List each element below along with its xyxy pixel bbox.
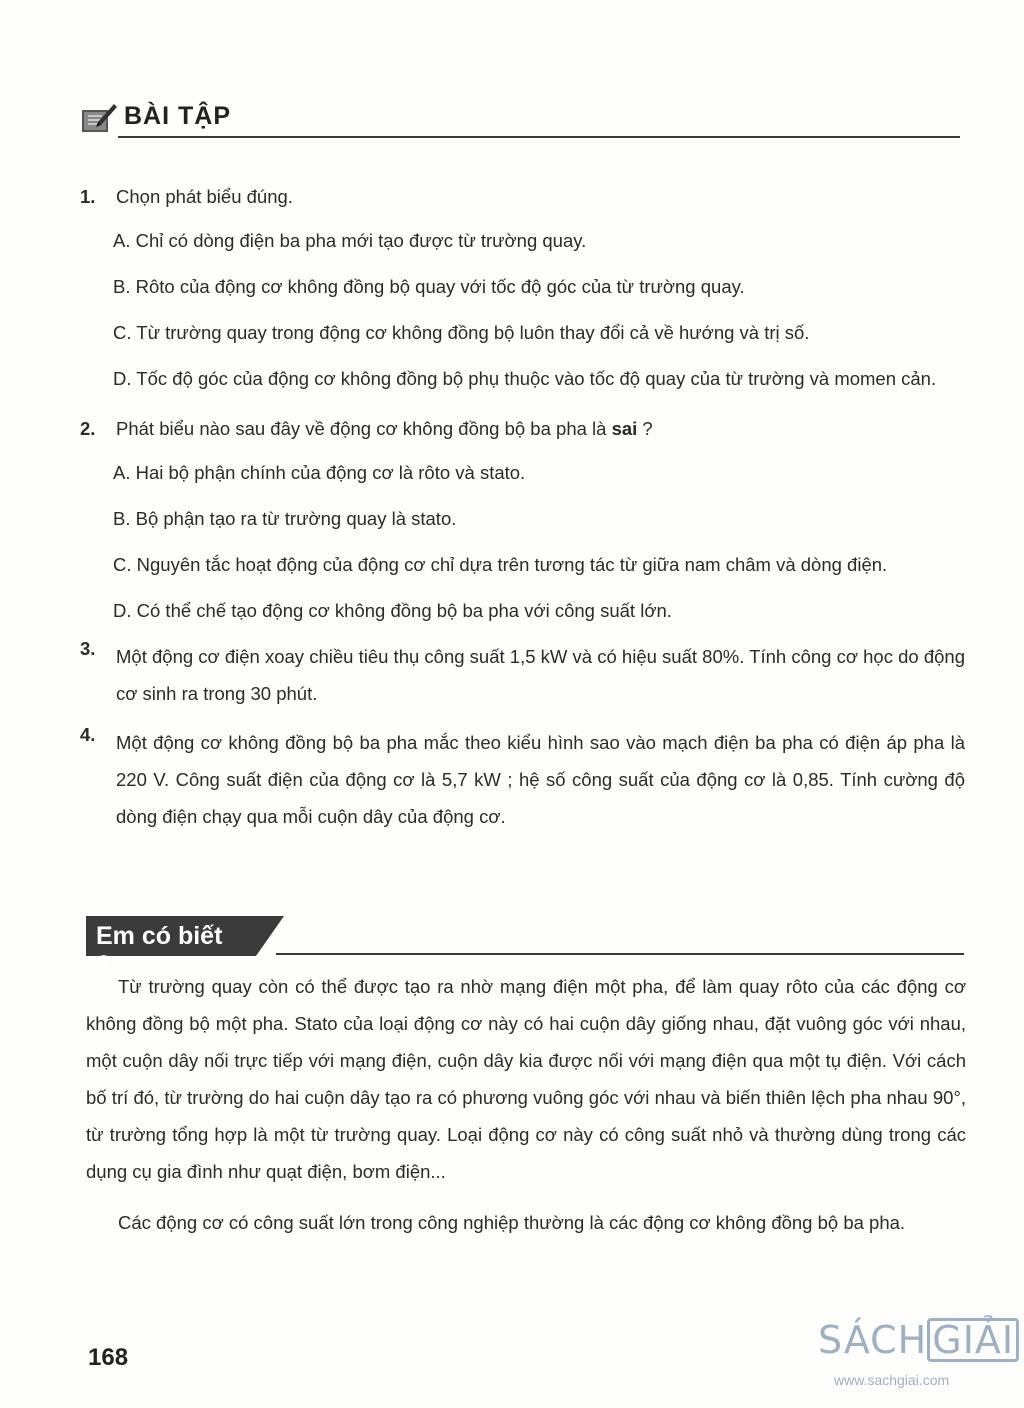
tip-paragraph: Các động cơ có công suất lớn trong công nghiệp thường là các động cơ không đồng bộ ba pha. bbox=[118, 1212, 906, 1233]
exercise-question: Một động cơ điện xoay chiều tiêu thụ công suất 1,5 kW và có hiệu suất 80%. Tính công cơ học do động cơ sinh ra trong 30 phút. bbox=[116, 646, 965, 704]
tip-divider bbox=[276, 953, 964, 955]
question-text: Phát biểu nào sau đây về động cơ không đồng bộ ba pha là bbox=[116, 418, 612, 439]
option-d bbox=[113, 360, 965, 398]
exercise-list bbox=[80, 186, 965, 857]
watermark-logo-box: GIẢI bbox=[927, 1318, 1019, 1362]
section-title: BÀI TẬP bbox=[124, 102, 231, 130]
pencil-book-icon bbox=[80, 100, 118, 134]
exercise-item bbox=[80, 638, 965, 712]
option-list bbox=[113, 462, 965, 622]
option-c: C. Từ trường quay trong động cơ không đồng bộ luôn thay đổi cả về hướng và trị số. bbox=[113, 322, 810, 343]
exercise-number: 4. bbox=[80, 724, 96, 745]
tip-header bbox=[86, 916, 964, 979]
tip-paragraph: Từ trường quay còn có thể được tạo ra nhờ mạng điện một pha, để làm quay rôto của các động cơ không đồng bộ một pha. Stato của loại động cơ này có hai cuộn dây giống nhau, đặt vuông góc với nhau, một cuộn dây nối trực tiếp với mạng điện, cuộn dây kia được nối với mạng điện qua một tụ điện. Với cách bố trí đó, từ trường do hai cuộn dây tạo ra có phương vuông góc với nhau và biến thiên lệch pha nhau 90°, từ trường tổng hợp là một từ trường quay. Loại động cơ này có công suất nhỏ và thường dùng trong các dụng cụ gia đình như quạt điện, bơm điện... bbox=[86, 976, 966, 1182]
exercise-question: Một động cơ không đồng bộ ba pha mắc theo kiểu hình sao vào mạch điện ba pha có điện áp pha là 220 V. Công suất điện của động cơ là 5,7 kW ; hệ số công suất của động cơ là 0,85. Tính cường độ dòng điện chạy qua mỗi cuộn dây của động cơ. bbox=[116, 732, 965, 827]
option-a: A. Chỉ có dòng điện ba pha mới tạo được từ trường quay. bbox=[113, 230, 587, 251]
exercise-item bbox=[80, 186, 965, 398]
question-emphasis: sai bbox=[611, 418, 638, 439]
exercise-item bbox=[80, 724, 965, 835]
watermark bbox=[818, 1318, 1024, 1398]
option-b: B. Rôto của động cơ không đồng bộ quay với tốc độ góc của từ trường quay. bbox=[113, 276, 745, 297]
option-a: A. Hai bộ phận chính của động cơ là rôto và stato. bbox=[113, 462, 526, 483]
exercise-number: 2. bbox=[80, 418, 96, 439]
exercise-item bbox=[80, 418, 965, 622]
tip-tab-corner bbox=[256, 916, 284, 956]
section-header bbox=[80, 96, 960, 140]
watermark-url: www.sachgiai.com bbox=[834, 1372, 950, 1388]
exercise-question bbox=[116, 418, 965, 440]
option-d-text: D. Tốc độ góc của động cơ không đồng bộ phụ thuộc vào tốc độ quay của từ trường và momen cản. bbox=[113, 368, 937, 389]
option-d: D. Có thể chế tạo động cơ không đồng bộ ba pha với công suất lớn. bbox=[113, 600, 672, 621]
header-divider bbox=[118, 136, 960, 138]
question-text-end: ? bbox=[637, 418, 653, 439]
watermark-logo bbox=[818, 1318, 1019, 1362]
exercise-number: 1. bbox=[80, 186, 96, 207]
page-number: 168 bbox=[88, 1344, 129, 1371]
exercise-number: 3. bbox=[80, 638, 96, 659]
tip-body bbox=[86, 968, 966, 1255]
option-b: B. Bộ phận tạo ra từ trường quay là stato. bbox=[113, 508, 457, 529]
watermark-logo-text: SÁCH bbox=[818, 1318, 928, 1362]
option-c: C. Nguyên tắc hoạt động của động cơ chỉ dựa trên tương tác từ giữa nam châm và dòng điện. bbox=[113, 554, 888, 575]
option-list bbox=[113, 230, 965, 398]
tip-title: Em có biết ? bbox=[86, 916, 256, 956]
exercise-question: Chọn phát biểu đúng. bbox=[116, 186, 293, 207]
